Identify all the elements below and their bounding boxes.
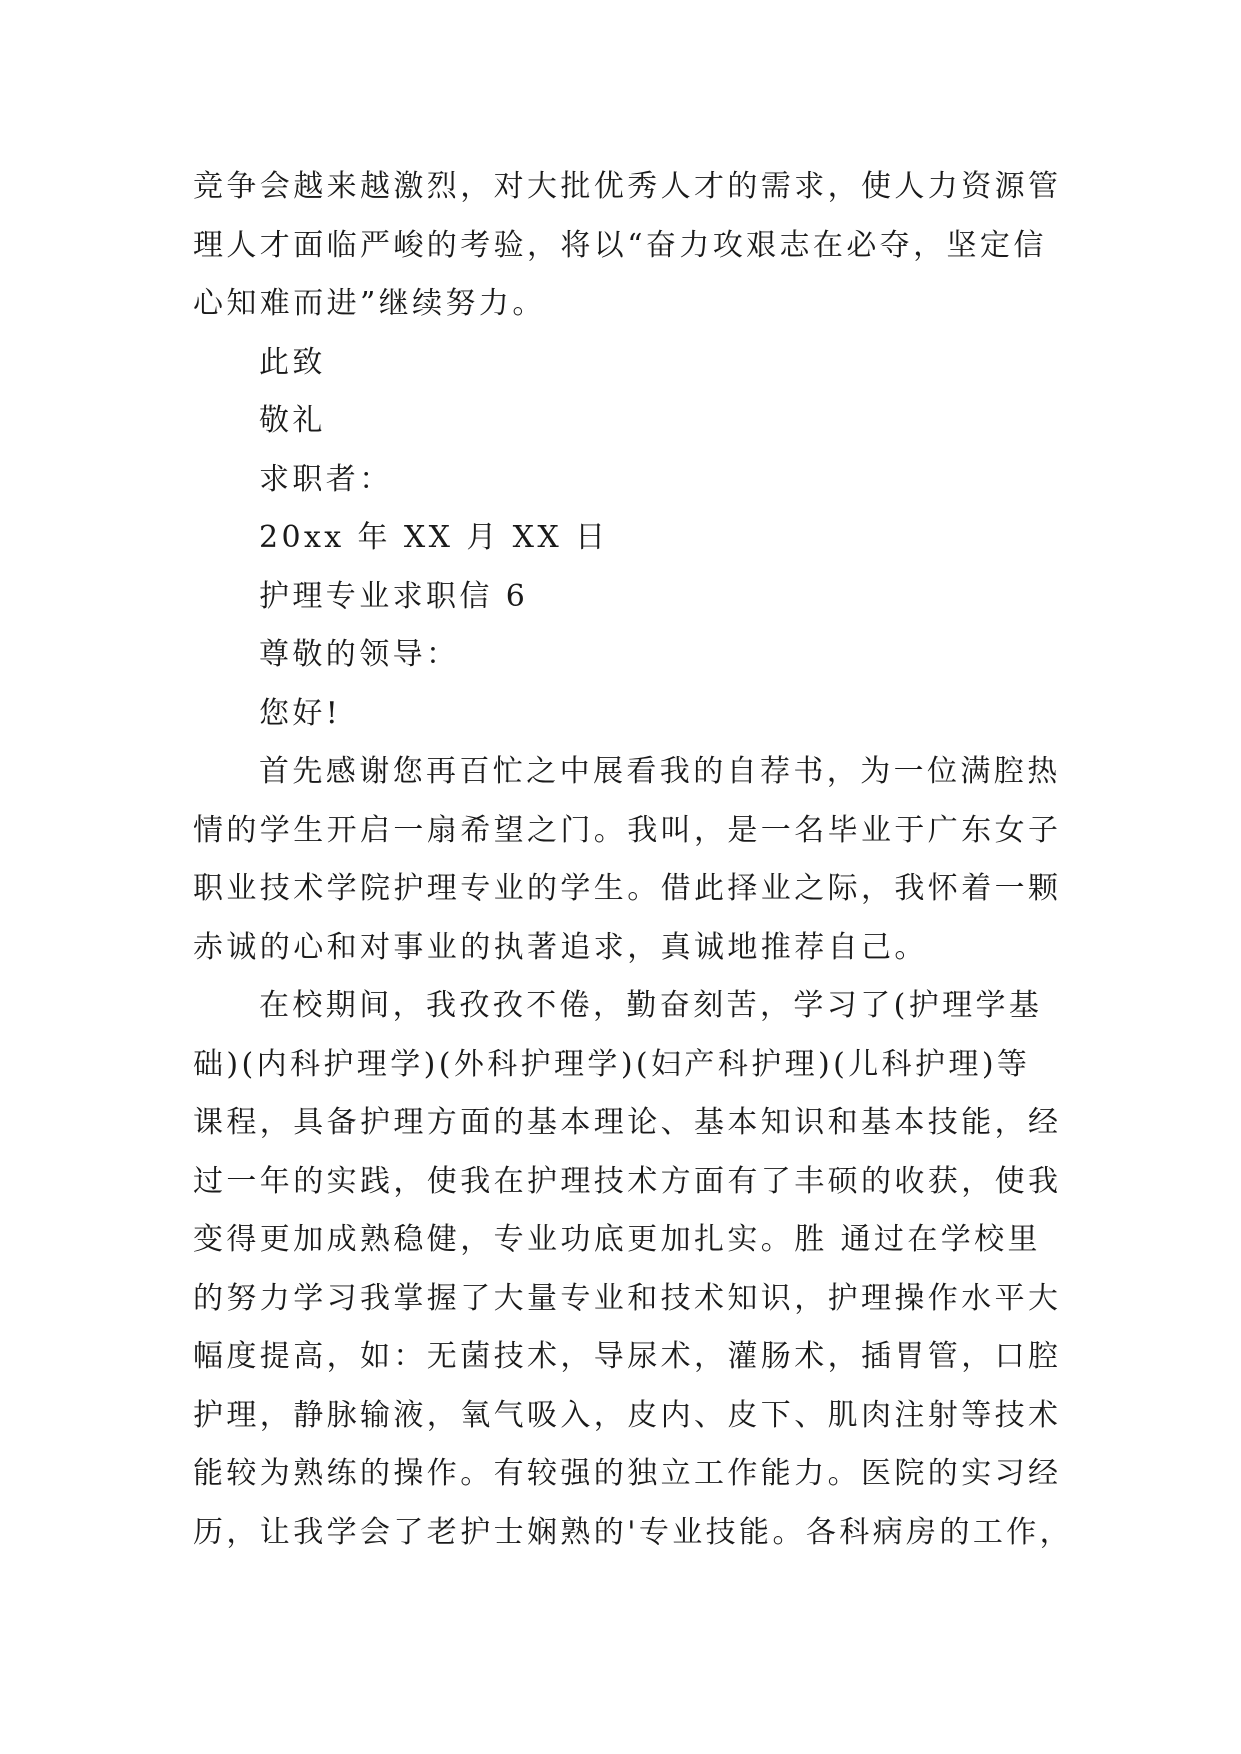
text-line: 赤诚的心和对事业的执著追求，真诚地推荐自己。 — [193, 929, 928, 965]
signature-label: 求职者： — [259, 461, 393, 497]
text-line: 变得更加成熟稳健，专业功底更加扎实。胜 通过在学校里 — [193, 1222, 1041, 1257]
text-line: 过一年的实践，使我在护理技术方面有了丰硕的收获，使我 — [193, 1163, 1062, 1199]
text-line: 情的学生开启一扇希望之门。我叫，是一名毕业于广东女子 — [193, 812, 1062, 848]
text-line: 竞争会越来越激烈，对大批优秀人才的需求，使人力资源管 — [193, 169, 1062, 204]
text-line: 础)(内科护理学)(外科护理学)(妇产科护理)(儿科护理)等 — [193, 1046, 1031, 1082]
text-line: 历，让我学会了老护士娴熟的'专业技能。各科病房的工作， — [193, 1514, 1074, 1550]
section-title: 护理专业求职信 6 — [259, 578, 529, 614]
salutation: 尊敬的领导： — [259, 637, 460, 672]
text-line: 幅度提高，如：无菌技术，导尿术，灌肠术，插胃管，口腔 — [193, 1339, 1062, 1374]
text-line: 在校期间，我孜孜不倦，勤奋刻苦，学习了(护理学基 — [259, 988, 1043, 1023]
date-line: 20xx 年 XX 月 XX 日 — [259, 520, 609, 555]
closing-line: 此致 — [259, 344, 326, 380]
greeting: 您好! — [259, 695, 342, 731]
text-line: 首先感谢您再百忙之中展看我的自荐书，为一位满腔热 — [259, 754, 1061, 789]
closing-salutation: 敬礼 — [259, 403, 326, 438]
text-line: 的努力学习我掌握了大量专业和技术知识，护理操作水平大 — [193, 1280, 1062, 1316]
text-line: 护理，静脉输液，氧气吸入，皮内、皮下、肌肉注射等技术 — [193, 1397, 1062, 1433]
text-line: 理人才面临严峻的考验，将以“奋力攻艰志在必夺，坚定信 — [193, 227, 1047, 263]
text-line: 心知难而进”继续努力。 — [193, 286, 546, 321]
document-body — [193, 158, 1074, 1562]
text-line: 职业技术学院护理专业的学生。借此择业之际，我怀着一颗 — [193, 871, 1062, 906]
text-line: 能较为熟练的操作。有较强的独立工作能力。医院的实习经 — [193, 1456, 1062, 1491]
text-line: 课程，具备护理方面的基本理论、基本知识和基本技能，经 — [193, 1105, 1062, 1140]
